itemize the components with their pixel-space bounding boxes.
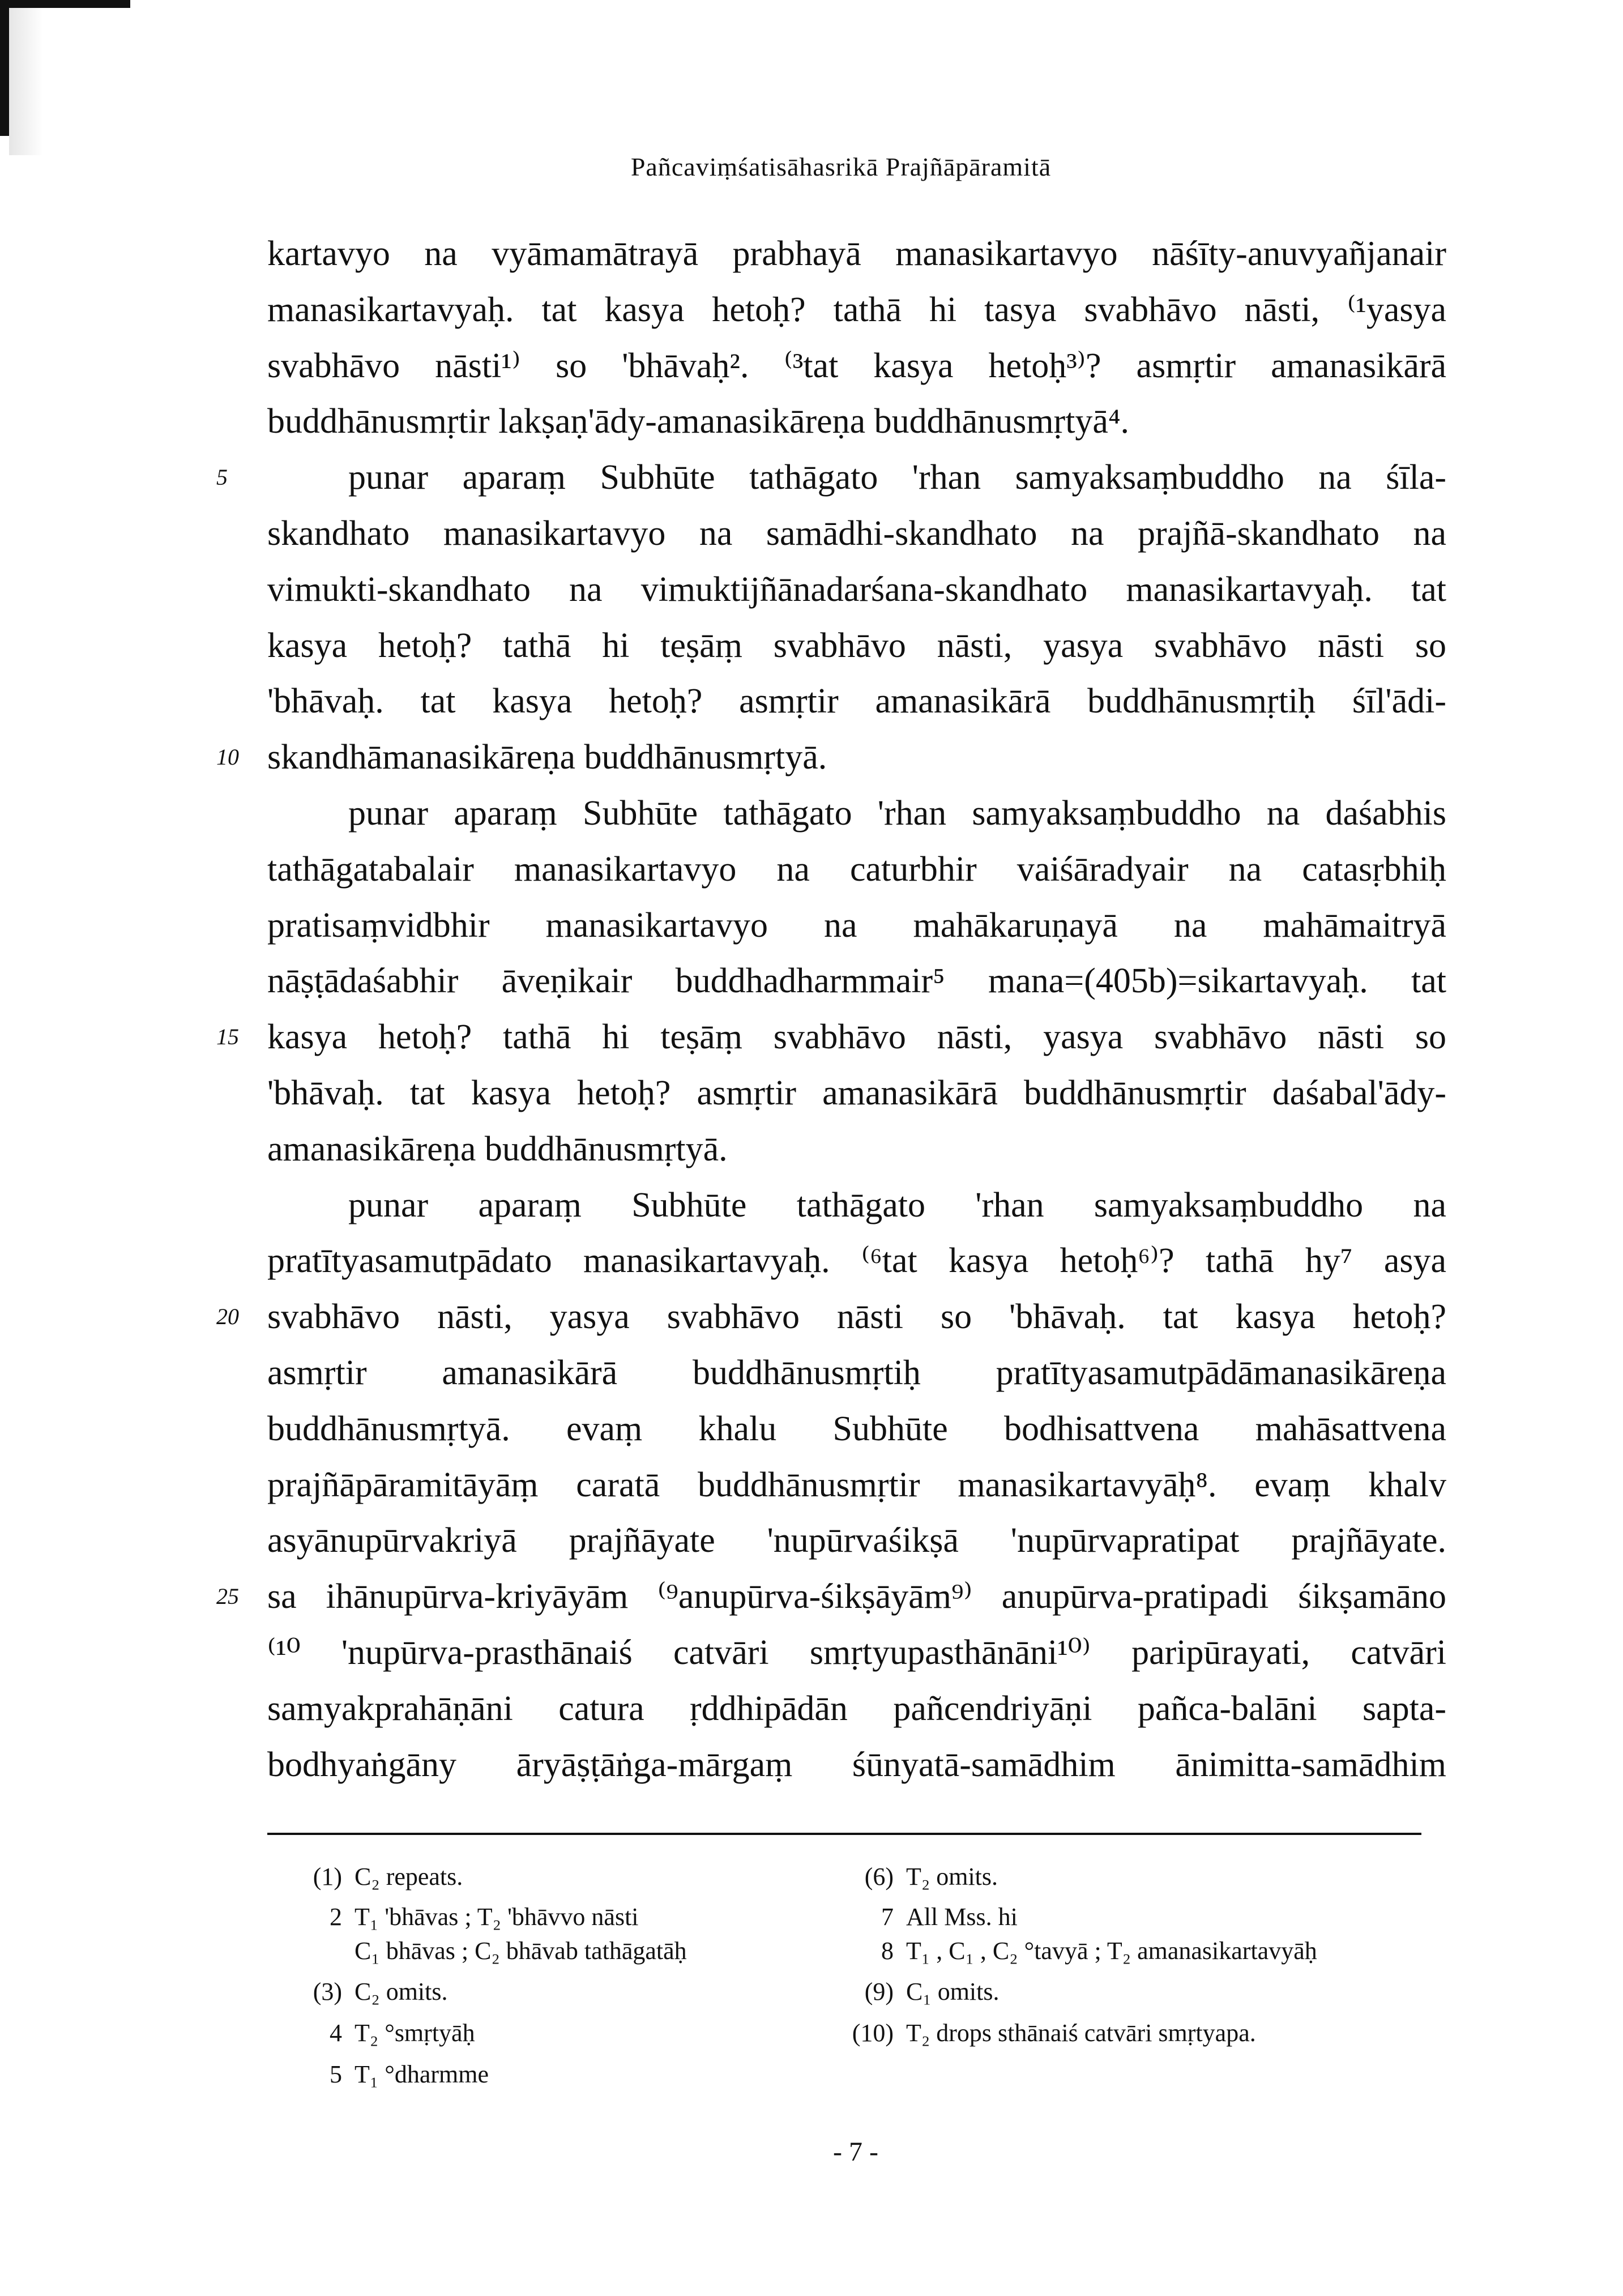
- footnote-text: C₂ omits.: [355, 1978, 448, 2005]
- text-line: bodhyaṅgāny āryāṣṭāṅga-mārgaṃ śūnyatā-samādhim ānimitta-samādhim: [267, 1745, 1446, 1784]
- footnote: [843, 1975, 999, 2009]
- text-line: samyakprahāṇāni catura ṛddhipādān pañcendriyāṇi pañca-balāni sapta-: [267, 1689, 1446, 1728]
- footnote-number: 2: [330, 1903, 342, 1931]
- text-line: punar aparaṃ Subhūte tathāgato 'rhan samyaksaṃbuddho na: [348, 1185, 1446, 1224]
- text-line: asmṛtir amanasikārā buddhānusmṛtiḥ pratītyasamutpādāmanasikāreṇa: [267, 1353, 1446, 1392]
- text-line: kasya hetoḥ? tathā hi teṣāṃ svabhāvo nāsti, yasya svabhāvo nāsti so: [267, 1018, 1446, 1057]
- scan-corner-mark: [0, 0, 130, 8]
- line-number: 20: [216, 1304, 239, 1330]
- text-line: pratītyasamutpādato manasikartavyaḥ. ⁽⁶tat kasya hetoḥ⁶⁾? tathā hy⁷ asya: [267, 1241, 1446, 1281]
- text-line: punar aparaṃ Subhūte tathāgato 'rhan samyaksaṃbuddho na daśabhis: [348, 793, 1446, 833]
- text-line: kartavyo na vyāmamātrayā prabhayā manasikartavyo nāśīty-anuvyañjanair: [267, 234, 1446, 273]
- text-line: ⁽¹⁰ 'nupūrva-prasthānaiś catvāri smṛtyupasthānāni¹⁰⁾ paripūrayati, catvāri: [267, 1633, 1446, 1672]
- footnote: [291, 2058, 489, 2092]
- text-line: skandhāmanasikāreṇa buddhānusmṛtyā.: [267, 738, 827, 777]
- scan-corner-mark: [0, 0, 9, 136]
- footnote-text: T₂ omits.: [906, 1863, 998, 1890]
- text-line-wrap: [216, 1289, 1446, 1345]
- footnote: [291, 1975, 447, 2009]
- running-head: Pañcaviṃśatisāhasrikā Prajñāpāramitā: [630, 152, 1052, 181]
- text-line: sa ihānupūrva-kriyāyām ⁽⁹anupūrva-śikṣāyām⁹⁾ anupūrva-pratipadi śikṣamāno: [267, 1577, 1446, 1616]
- footnote: [291, 1900, 687, 1968]
- line-number: 25: [216, 1584, 239, 1610]
- footnote: [843, 1900, 1018, 1934]
- text-line-wrap: [216, 1569, 1446, 1625]
- text-line: punar aparaṃ Subhūte tathāgato 'rhan samyaksaṃbuddho na śīla-: [348, 458, 1446, 497]
- footnote-text: T₁ 'bhāvas ; T₂ 'bhāvvo nāsti: [355, 1903, 639, 1931]
- text-line-wrap: [216, 450, 1446, 506]
- text-line: vimukti-skandhato na vimuktijñānadarśana-skandhato manasikartavyaḥ. tat: [267, 570, 1446, 609]
- text-line: 'bhāvaḥ. tat kasya hetoḥ? asmṛtir amanasikārā buddhānusmṛtir daśabal'ādy-: [267, 1073, 1446, 1112]
- scan-shadow: [9, 8, 43, 155]
- footnote-number: 7: [881, 1903, 894, 1931]
- footnote-text: T₂ °smṛtyāḥ: [355, 2019, 475, 2047]
- text-line: asyānupūrvakriyā prajñāyate 'nupūrvaśikṣā 'nupūrvapratipat prajñāyate.: [267, 1521, 1446, 1560]
- footnote-number: 8: [881, 1937, 894, 1965]
- line-number: 10: [216, 744, 239, 770]
- footnote-number: (1): [313, 1863, 342, 1890]
- footnote: [291, 2016, 475, 2050]
- footnote-text-continued: C₁ bhāvas ; C₂ bhāvab tathāgatāḥ: [355, 1937, 687, 1965]
- footnote: [843, 2016, 1256, 2050]
- footnote-number: (6): [864, 1863, 894, 1890]
- page-number: - 7 -: [833, 2137, 878, 2167]
- text-line: buddhānusmṛtir lakṣaṇ'ādy-amanasikāreṇa buddhānusmṛtyā⁴.: [267, 402, 1130, 441]
- text-line: prajñāpāramitāyāṃ caratā buddhānusmṛtir manasikartavyāḥ⁸. evaṃ khalv: [267, 1465, 1446, 1504]
- footnote-rule: [267, 1833, 1421, 1835]
- text-line: amanasikāreṇa buddhānusmṛtyā.: [267, 1129, 728, 1168]
- footnote-text: C₂ repeats.: [355, 1863, 463, 1890]
- text-line: buddhānusmṛtyā. evaṃ khalu Subhūte bodhisattvena mahāsattvena: [267, 1409, 1446, 1448]
- footnote: [291, 1860, 463, 1894]
- text-line: pratisaṃvidbhir manasikartavyo na mahākaruṇayā na mahāmaitryā: [267, 906, 1446, 945]
- footnote-number: (10): [852, 2019, 894, 2047]
- footnote: [843, 1860, 998, 1894]
- text-line: nāṣṭādaśabhir āveṇikair buddhadharmmair⁵ mana=(405b)=sikartavyaḥ. tat: [267, 962, 1446, 1001]
- text-line: skandhato manasikartavyo na samādhi-skandhato na prajñā-skandhato na: [267, 514, 1446, 553]
- text-line: kasya hetoḥ? tathā hi teṣāṃ svabhāvo nāsti, yasya svabhāvo nāsti so: [267, 626, 1446, 665]
- footnote-number: 5: [330, 2060, 342, 2088]
- text-line: svabhāvo nāsti, yasya svabhāvo nāsti so 'bhāvaḥ. tat kasya hetoḥ?: [267, 1298, 1446, 1337]
- footnote-text: T₁ , C₁ , C₂ °tavyā ; T₂ amanasikartavyāḥ: [906, 1937, 1317, 1965]
- footnote-text: T₁ °dharmme: [355, 2060, 489, 2088]
- line-number: 5: [216, 464, 228, 490]
- footnote: [843, 1934, 1317, 1968]
- text-line: 'bhāvaḥ. tat kasya hetoḥ? asmṛtir amanasikārā buddhānusmṛtiḥ śīl'ādi-: [267, 682, 1446, 721]
- body-text: [216, 226, 1446, 1793]
- line-number: 15: [216, 1024, 239, 1050]
- text-line: svabhāvo nāsti¹⁾ so 'bhāvaḥ². ⁽³tat kasya hetoḥ³⁾? asmṛtir amanasikārā: [267, 346, 1446, 385]
- footnote-text: C₁ omits.: [906, 1978, 1000, 2005]
- text-line: manasikartavyaḥ. tat kasya hetoḥ? tathā hi tasya svabhāvo nāsti, ⁽¹yasya: [267, 290, 1446, 329]
- footnote-number: 4: [330, 2019, 342, 2047]
- footnote-number: (9): [864, 1978, 894, 2005]
- footnote-text: T₂ drops sthānaiś catvāri smṛtyapa.: [906, 2019, 1256, 2047]
- footnote-number: (3): [313, 1978, 342, 2005]
- footnote-text: All Mss. hi: [906, 1903, 1018, 1931]
- text-line-wrap: [216, 1009, 1446, 1065]
- text-line: tathāgatabalair manasikartavyo na caturbhir vaiśāradyair na catasṛbhiḥ: [267, 850, 1446, 889]
- text-line-wrap: [216, 729, 1446, 786]
